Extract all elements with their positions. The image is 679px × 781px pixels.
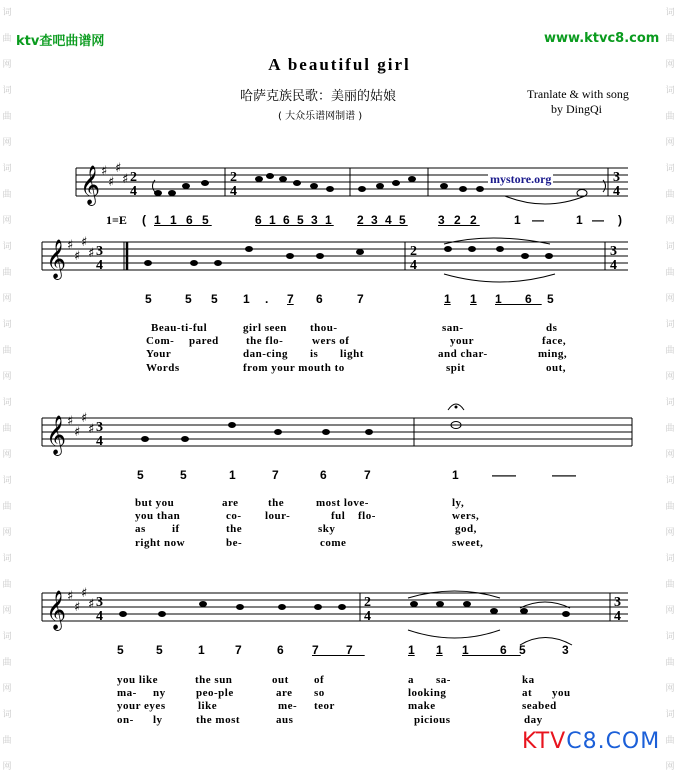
svg-text:3: 3 <box>96 420 103 435</box>
lyric-word: pared <box>189 335 219 347</box>
lyric-word: ly, <box>452 497 465 509</box>
svg-text:4: 4 <box>96 434 103 449</box>
lyric-word: the sun <box>195 674 233 686</box>
jianpu-note: 1 <box>444 292 451 306</box>
side-mark: 网 <box>665 371 675 382</box>
svg-text:4: 4 <box>130 184 137 199</box>
svg-text:3: 3 <box>610 244 617 259</box>
side-mark: 网 <box>665 215 675 226</box>
side-mark: 词 <box>665 554 675 565</box>
side-mark: 网 <box>2 137 12 148</box>
side-mark: 词 <box>665 163 675 174</box>
jianpu-note: 5 <box>137 468 144 482</box>
lyric-word: but you <box>135 497 175 509</box>
side-mark: 词 <box>2 7 12 18</box>
lyric-word: lour- <box>265 510 291 522</box>
side-mark: 网 <box>2 684 12 695</box>
lyric-word: as <box>135 523 146 535</box>
svg-text:♯: ♯ <box>108 175 115 190</box>
svg-text:♯: ♯ <box>74 600 81 615</box>
jianpu-note: 3 <box>562 643 569 657</box>
svg-text:♯: ♯ <box>81 586 88 601</box>
jianpu-note: 7 <box>287 292 294 306</box>
side-mark: 词 <box>2 710 12 721</box>
jianpu-note: 6 <box>316 292 323 306</box>
side-mark: 词 <box>665 632 675 643</box>
lyric-word: aus <box>276 714 294 726</box>
lyric-word: on- <box>117 714 134 726</box>
lyric-word: most love- <box>316 497 369 509</box>
lyric-word: god, <box>455 523 477 535</box>
time-signature <box>96 170 621 624</box>
lyric-word: ly <box>153 714 163 726</box>
side-mark: 曲 <box>2 502 12 513</box>
mystore-stamp: mystore.org <box>490 172 552 186</box>
svg-text:♯: ♯ <box>74 425 81 440</box>
lyric-word: the most <box>196 714 241 726</box>
lyric-word: looking <box>408 687 447 699</box>
lyric-word: thou- <box>310 322 338 334</box>
lyric-word: wers, <box>452 510 480 522</box>
side-mark: 网 <box>665 762 675 773</box>
lyric-word: dan-cing <box>243 348 288 360</box>
lyric-word: be- <box>226 537 243 549</box>
lyric-word: teor <box>314 700 335 712</box>
side-mark: 网 <box>665 293 675 304</box>
jianpu-note: 1 <box>470 292 477 306</box>
side-mark: 曲 <box>665 189 675 200</box>
side-mark: 词 <box>665 319 675 330</box>
lyric-word: out, <box>546 362 567 374</box>
lyric-word: Beau-ti-ful <box>151 322 208 334</box>
side-mark: 曲 <box>665 658 675 669</box>
side-mark: 网 <box>2 215 12 226</box>
lyric-word: you than <box>135 510 181 522</box>
ktvc8-logo <box>522 729 660 754</box>
jianpu-note: 7 <box>357 292 364 306</box>
jianpu-note: 5 <box>519 643 526 657</box>
side-mark: 网 <box>2 450 12 461</box>
key-signature-label: 1=E <box>106 213 127 227</box>
lyric-word: peo-ple <box>196 687 234 699</box>
slur-marks <box>153 180 606 645</box>
side-mark: 曲 <box>2 424 12 435</box>
svg-text:♯: ♯ <box>101 164 108 179</box>
side-mark: 曲 <box>2 189 12 200</box>
side-mark: 曲 <box>665 424 675 435</box>
lyric-word: ka <box>522 674 535 686</box>
lyric-word: like <box>198 700 218 712</box>
lyric-word: wers of <box>312 335 350 347</box>
side-mark: 词 <box>2 632 12 643</box>
jianpu-note: 5 <box>547 292 554 306</box>
lyric-word: at <box>522 687 533 699</box>
side-mark: 曲 <box>665 736 675 747</box>
svg-text:♯: ♯ <box>81 235 88 250</box>
svg-text:3: 3 <box>613 170 620 185</box>
side-mark: 网 <box>665 450 675 461</box>
jianpu-note: 5 5 <box>185 292 226 306</box>
side-mark: 曲 <box>665 111 675 122</box>
lyric-word: a <box>408 674 414 686</box>
svg-text:3: 3 <box>96 595 103 610</box>
svg-text:2: 2 <box>364 595 371 610</box>
svg-text:♯: ♯ <box>122 172 129 187</box>
lyric-word: ds <box>546 322 558 334</box>
lyric-word: picious <box>414 714 451 726</box>
lyric-word: so <box>314 687 325 699</box>
side-mark: 词 <box>665 397 675 408</box>
svg-text:4: 4 <box>96 609 103 624</box>
side-mark: 网 <box>2 762 12 773</box>
treble-clef-icon: 𝄞 <box>46 590 67 630</box>
svg-text:4: 4 <box>364 609 371 624</box>
svg-text:♯: ♯ <box>81 411 88 426</box>
lyric-word: day <box>524 714 543 726</box>
svg-text:4: 4 <box>610 258 617 273</box>
side-mark: 网 <box>2 371 12 382</box>
side-mark: 词 <box>2 241 12 252</box>
jianpu-note: 3 2 2 <box>438 213 480 227</box>
svg-text:♯: ♯ <box>74 249 81 264</box>
logo-part-ktv: KTV <box>522 729 567 754</box>
jianpu-note: 6 1 6 5 3 1 <box>255 213 334 227</box>
lyric-word: flo- <box>358 510 376 522</box>
side-mark: 曲 <box>2 736 12 747</box>
lyric-word: from your mouth to <box>243 362 345 374</box>
side-mark: 词 <box>665 476 675 487</box>
svg-text:2: 2 <box>230 170 237 185</box>
svg-text:3: 3 <box>96 244 103 259</box>
side-mark: 网 <box>665 606 675 617</box>
side-mark: 词 <box>665 85 675 96</box>
jianpu-note: — <box>592 213 604 227</box>
side-mark: 曲 <box>665 267 675 278</box>
side-mark: 曲 <box>2 111 12 122</box>
lyric-word: sa- <box>436 674 451 686</box>
lyric-word: ma- <box>117 687 137 699</box>
lyric-word: you like <box>117 674 158 686</box>
side-mark: 曲 <box>2 33 12 44</box>
score-maker: ( 大众乐谱网制谱 ) <box>278 111 363 122</box>
staff-4 <box>42 593 628 621</box>
lyric-word: ny <box>153 687 166 699</box>
side-mark: 曲 <box>2 658 12 669</box>
svg-text:♯: ♯ <box>88 246 95 261</box>
svg-text:♯: ♯ <box>88 422 95 437</box>
side-mark: 网 <box>2 606 12 617</box>
side-mark: 词 <box>2 554 12 565</box>
jianpu-note: 1 <box>576 213 583 227</box>
credit-line-1: Tranlate & with song <box>527 87 629 101</box>
svg-text:♯: ♯ <box>67 238 74 253</box>
jianpu-note: 1 1 6 5 <box>154 213 212 227</box>
side-mark: 网 <box>665 528 675 539</box>
lyric-word: sky <box>318 523 336 535</box>
jianpu-note: ) <box>618 213 622 227</box>
side-mark: 词 <box>665 241 675 252</box>
jianpu-note: 1 <box>452 468 459 482</box>
jianpu-note: 5 <box>145 292 152 306</box>
logo-part-c8: C8 <box>566 729 598 754</box>
side-mark: 词 <box>2 476 12 487</box>
side-mark: 曲 <box>665 502 675 513</box>
lyric-word: come <box>320 537 347 549</box>
side-mark: 网 <box>2 528 12 539</box>
jianpu-note: —— <box>492 468 516 482</box>
lyric-word: san- <box>442 322 464 334</box>
lyric-word: spit <box>446 362 466 374</box>
side-mark: 网 <box>2 59 12 70</box>
note-heads <box>119 173 587 617</box>
jianpu-note: 5 <box>180 468 187 482</box>
jianpu-note: 7 7 <box>312 643 365 657</box>
treble-clef-icon: 𝄞 <box>80 165 101 205</box>
lyric-word: co- <box>226 510 242 522</box>
site-watermark-right: www.ktvc8.com <box>544 31 660 46</box>
svg-text:4: 4 <box>410 258 417 273</box>
jianpu-note: 7 <box>235 643 242 657</box>
jianpu-note: ( <box>142 213 146 227</box>
side-mark: 曲 <box>665 33 675 44</box>
treble-clef-icon: 𝄞 <box>46 239 67 279</box>
jianpu-note: 5 <box>117 643 124 657</box>
lyric-word: is <box>310 348 319 360</box>
svg-text:3: 3 <box>614 595 621 610</box>
lyric-word: Words <box>146 362 180 374</box>
jianpu-note: 7 <box>272 468 279 482</box>
lyric-word: the <box>268 497 285 509</box>
song-subtitle: 哈萨克族民歌：美丽的姑娘 <box>240 89 397 104</box>
lyric-word: right now <box>135 537 186 549</box>
side-mark: 词 <box>2 85 12 96</box>
svg-text:4: 4 <box>96 258 103 273</box>
lyric-word: the <box>226 523 243 535</box>
lyric-word: seabed <box>522 700 557 712</box>
side-mark: 网 <box>2 293 12 304</box>
lyric-word: and char- <box>438 348 488 360</box>
jianpu-note: 1 6 <box>495 292 542 306</box>
site-watermark-left: ktv查吧曲谱网 <box>16 34 105 49</box>
svg-text:4: 4 <box>230 184 237 199</box>
lyric-word: Your <box>146 348 172 360</box>
jianpu-note: 6 <box>320 468 327 482</box>
staff-2 <box>42 242 628 270</box>
jianpu-note: 2 3 4 5 <box>357 213 408 227</box>
side-mark: 词 <box>2 397 12 408</box>
lyric-word: me- <box>278 700 298 712</box>
side-mark: 曲 <box>2 580 12 591</box>
lyric-word: Com- <box>146 335 175 347</box>
jianpu-note: 6 <box>277 643 284 657</box>
jianpu-note: 1 <box>514 213 521 227</box>
lyric-word: ming, <box>538 348 568 360</box>
lyric-word: your eyes <box>117 700 166 712</box>
jianpu-note: 7 <box>364 468 371 482</box>
jianpu-note: 1 6 <box>462 643 521 657</box>
side-mark: 网 <box>665 59 675 70</box>
svg-text:♯: ♯ <box>88 597 95 612</box>
credit-line-2: by DingQi <box>551 102 602 116</box>
treble-clef-icon: 𝄞 <box>46 415 67 455</box>
side-mark: 曲 <box>665 345 675 356</box>
lyric-word: are <box>276 687 293 699</box>
jianpu-note: 1 <box>229 468 236 482</box>
side-mark: 词 <box>665 710 675 721</box>
side-mark: 词 <box>2 163 12 174</box>
jianpu-note: 1 <box>198 643 205 657</box>
lyric-word: out <box>272 674 289 686</box>
lyric-word: your <box>450 335 474 347</box>
lyric-word: you <box>552 687 571 699</box>
lyric-word: ful <box>331 510 346 522</box>
jianpu-note: —— <box>552 468 576 482</box>
side-mark: 曲 <box>665 580 675 591</box>
svg-text:♯: ♯ <box>115 161 122 176</box>
sharp-icon <box>67 161 128 615</box>
lyric-word: make <box>408 700 436 712</box>
svg-text:2: 2 <box>130 170 137 185</box>
side-mark: 词 <box>2 319 12 330</box>
lyric-word: sweet, <box>452 537 484 549</box>
lyric-word: are <box>222 497 239 509</box>
jianpu-note: 5 <box>156 643 163 657</box>
svg-text:♯: ♯ <box>67 589 74 604</box>
lyric-word: of <box>314 674 325 686</box>
lyric-word: if <box>172 523 180 535</box>
jianpu-note: 1 <box>408 643 415 657</box>
side-mark: 曲 <box>2 345 12 356</box>
jianpu-note: 1 . <box>243 292 275 306</box>
side-mark: 网 <box>665 684 675 695</box>
svg-text:2: 2 <box>410 244 417 259</box>
staff-3 <box>42 418 632 446</box>
side-mark: 曲 <box>2 267 12 278</box>
logo-part-com: .COM <box>597 729 661 754</box>
jianpu-note: 1 <box>436 643 443 657</box>
song-title: A beautiful girl <box>268 55 411 74</box>
side-mark: 网 <box>665 137 675 148</box>
lyric-word: the flo- <box>246 335 284 347</box>
svg-text:4: 4 <box>614 609 621 624</box>
svg-text:4: 4 <box>613 184 620 199</box>
side-mark: 词 <box>665 7 675 18</box>
lyric-word: face, <box>542 335 567 347</box>
lyric-word: girl seen <box>243 322 287 334</box>
jianpu-note: — <box>532 213 544 227</box>
lyric-word: light <box>340 348 364 360</box>
svg-text:♯: ♯ <box>67 414 74 429</box>
